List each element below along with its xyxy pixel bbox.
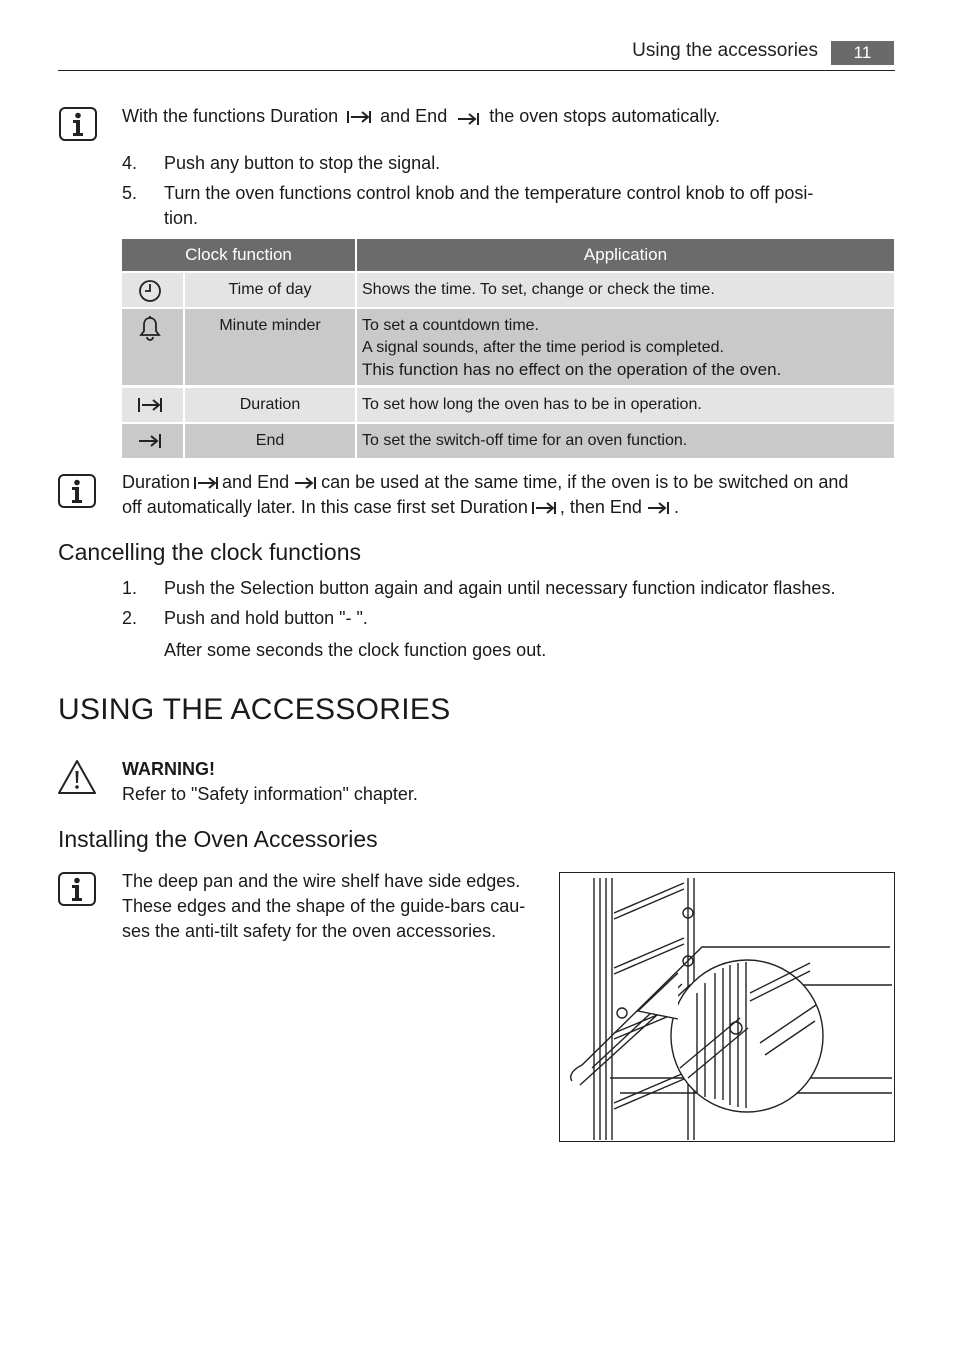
function-name: Time of day xyxy=(228,281,312,298)
info-icon xyxy=(58,872,96,906)
note-text: With the functions Duration xyxy=(122,106,339,126)
step-text: Turn the oven functions control knob and the temperature control knob to off posi- xyxy=(164,183,814,203)
running-header: Using the accessories xyxy=(632,40,818,61)
table-cell-icon xyxy=(122,309,183,385)
end-icon xyxy=(137,432,163,450)
duration-icon xyxy=(193,474,219,492)
note-text: and End xyxy=(222,472,290,492)
table-row xyxy=(122,388,894,422)
warning-text: Refer to "Safety information" chapter. xyxy=(122,784,418,804)
note-line: ses the anti-tilt safety for the oven accessories. xyxy=(122,921,497,941)
table-cell-name xyxy=(185,273,355,307)
section-heading-cancel: Cancelling the clock functions xyxy=(58,539,361,565)
step-text: Push and hold button "- ". xyxy=(164,608,368,628)
table-row xyxy=(122,424,894,458)
info-icon xyxy=(59,107,97,141)
table-cell-icon xyxy=(122,388,183,422)
application-line: This function has no effect on the operation of the oven. xyxy=(362,360,782,379)
application-text: To set the switch-off time for an oven function. xyxy=(362,432,688,449)
table-cell-application xyxy=(357,273,894,307)
table-row xyxy=(122,309,894,385)
function-name: Duration xyxy=(239,396,301,413)
note-text: . xyxy=(673,497,679,517)
duration-icon xyxy=(346,108,372,126)
application-line: A signal sounds, after the time period is completed. xyxy=(362,339,724,356)
oven-accessory-illustration xyxy=(559,872,895,1142)
note-text: can be used at the same time, if the oven is to be switched on and xyxy=(321,472,849,492)
application-text: Shows the time. To set, change or check the time. xyxy=(362,281,715,298)
note-text: the oven stops automatically. xyxy=(489,106,721,126)
table-header-application: Application xyxy=(357,239,894,271)
note-text: Duration xyxy=(122,472,191,492)
table-cell-name xyxy=(185,309,355,385)
bell-icon xyxy=(138,315,162,341)
end-icon xyxy=(292,474,318,492)
warning-title: WARNING! xyxy=(122,759,215,779)
page-number: 11 xyxy=(831,41,894,65)
table-cell-application xyxy=(357,388,894,422)
section-heading-installing: Installing the Oven Accessories xyxy=(58,826,378,852)
table-header-clock-function: Clock function xyxy=(122,239,355,271)
note-combined-use xyxy=(122,470,848,495)
step-text: tion. xyxy=(164,208,199,228)
step-text: Push the Selection button again and again until necessary function indicator flashes. xyxy=(164,578,836,598)
step-number: 4. xyxy=(122,153,138,173)
application-line: To set a countdown time. xyxy=(362,317,539,334)
step-number: 1. xyxy=(122,578,138,598)
header-rule xyxy=(58,70,895,71)
oven-shelf-illustration xyxy=(560,873,894,1141)
step-result: After some seconds the clock function goes out. xyxy=(164,640,547,660)
note-text: , then End xyxy=(559,497,642,517)
function-name: Minute minder xyxy=(219,317,321,334)
application-text xyxy=(362,315,894,381)
table-cell-icon xyxy=(122,273,183,307)
info-icon xyxy=(58,474,96,508)
chapter-heading: USING THE ACCESSORIES xyxy=(58,693,451,726)
note-combined-use-line2 xyxy=(122,495,679,520)
note-line: These edges and the shape of the guide-bars cau- xyxy=(122,896,526,916)
table-cell-application xyxy=(357,309,894,385)
note-text: and End xyxy=(380,106,448,126)
duration-icon xyxy=(531,499,557,517)
step-number: 2. xyxy=(122,608,138,628)
duration-icon xyxy=(137,396,163,414)
warning-icon xyxy=(57,759,97,795)
end-icon xyxy=(455,108,481,126)
table-row xyxy=(122,273,894,307)
table-cell-icon xyxy=(122,424,183,458)
note-line: The deep pan and the wire shelf have side edges. xyxy=(122,871,521,891)
function-name: End xyxy=(255,432,285,449)
table-cell-application xyxy=(357,424,894,458)
note-text: off automatically later. In this case first set Duration xyxy=(122,497,528,517)
table-cell-name xyxy=(185,424,355,458)
application-text: To set how long the oven has to be in operation. xyxy=(362,396,702,413)
note-auto-stop xyxy=(122,104,720,129)
table-cell-name xyxy=(185,388,355,422)
step-text: Push any button to stop the signal. xyxy=(164,153,441,173)
end-icon xyxy=(645,499,671,517)
step-number: 5. xyxy=(122,183,138,203)
clock-icon xyxy=(138,279,162,303)
